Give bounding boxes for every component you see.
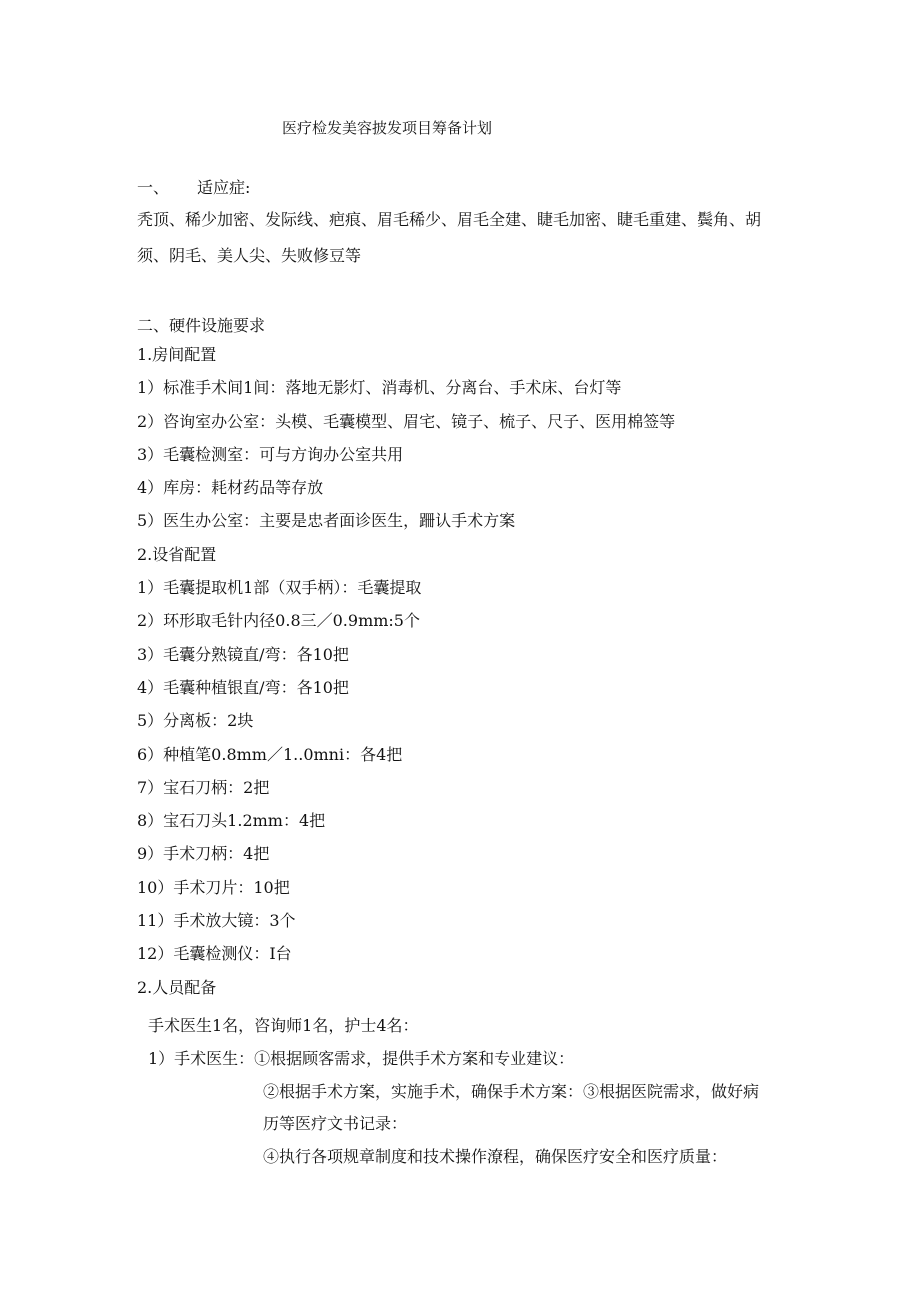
indications-line-1: 秃顶、稀少加密、发际线、疤痕、眉毛稀少、眉毛全建、睫毛加密、睫毛重建、鬓角、胡 bbox=[137, 210, 762, 229]
list-item: 11）手术放大镜：3个 bbox=[137, 911, 296, 931]
list-item: 1）标准手术间1间：落地无影灯、消毒机、分离台、手术床、台灯等 bbox=[137, 378, 622, 398]
list-item: 1.房间配置 bbox=[137, 345, 217, 364]
list-item: 10）手术刀片：10把 bbox=[137, 877, 290, 897]
list-item: 1）毛囊提取机1部（双手柄）：毛囊提取 bbox=[137, 578, 422, 598]
requirements-list bbox=[137, 344, 837, 1010]
section1-number: 一、 bbox=[137, 178, 170, 197]
list-item: 8）宝石刀头1.2mm：4把 bbox=[137, 811, 326, 831]
list-item: 4）毛囊种植银直/弯：各10把 bbox=[137, 677, 349, 697]
list-item: 6）种植笔0.8mm／1..0mni：各4把 bbox=[137, 744, 403, 764]
section2-heading: 二、硬件设施要求 bbox=[137, 316, 266, 335]
list-item: 2.设省配置 bbox=[137, 544, 217, 564]
section1-title: 适应症: bbox=[197, 178, 251, 197]
indications-line-2: 须、阴毛、美人尖、失败修豆等 bbox=[137, 246, 362, 265]
list-item: 2）环形取毛针内径0.8三／0.9mm:5个 bbox=[137, 611, 420, 631]
duty-line: 1）手术医生：①根据顾客需求，提供手术方案和专业建议： bbox=[148, 1049, 575, 1068]
document-title: 医疗检发美容披发项目筹备计划 bbox=[282, 119, 493, 137]
staff-summary: 手术医生1名，咨询师1名，护士4名： bbox=[148, 1016, 419, 1035]
list-item: 7）宝石刀柄：2把 bbox=[137, 777, 270, 797]
list-item: 5）医生办公室：主要是忠者面诊医生，跚认手术方案 bbox=[137, 511, 516, 531]
section1-heading bbox=[137, 175, 250, 198]
duty-line: ④执行各项规章制度和技术操作潦程，确保医疗安全和医疗质量： bbox=[263, 1147, 728, 1166]
duty-line: ②根据手术方案，实施手术，确保手术方案：③根据医院需求，做好病 bbox=[263, 1082, 760, 1101]
list-item: 9）手术刀柄：4把 bbox=[137, 844, 270, 864]
list-item: 3）毛囊检测室：可与方询办公室共用 bbox=[137, 444, 404, 464]
list-item: 2）咨询室办公室：头模、毛囊模型、眉宅、镜子、梳子、尺子、医用棉签等 bbox=[137, 411, 676, 431]
list-item: 4）库房：耗材药品等存放 bbox=[137, 478, 324, 498]
list-item: 5）分离板：2块 bbox=[137, 711, 254, 731]
list-item: 12）毛囊检测仪：I台 bbox=[137, 944, 292, 964]
list-item: 3）毛囊分熟镜直/弯：各10把 bbox=[137, 644, 349, 664]
list-item: 2.人员配备 bbox=[137, 977, 217, 997]
duty-line: 历等医疗文书记录： bbox=[263, 1114, 408, 1133]
